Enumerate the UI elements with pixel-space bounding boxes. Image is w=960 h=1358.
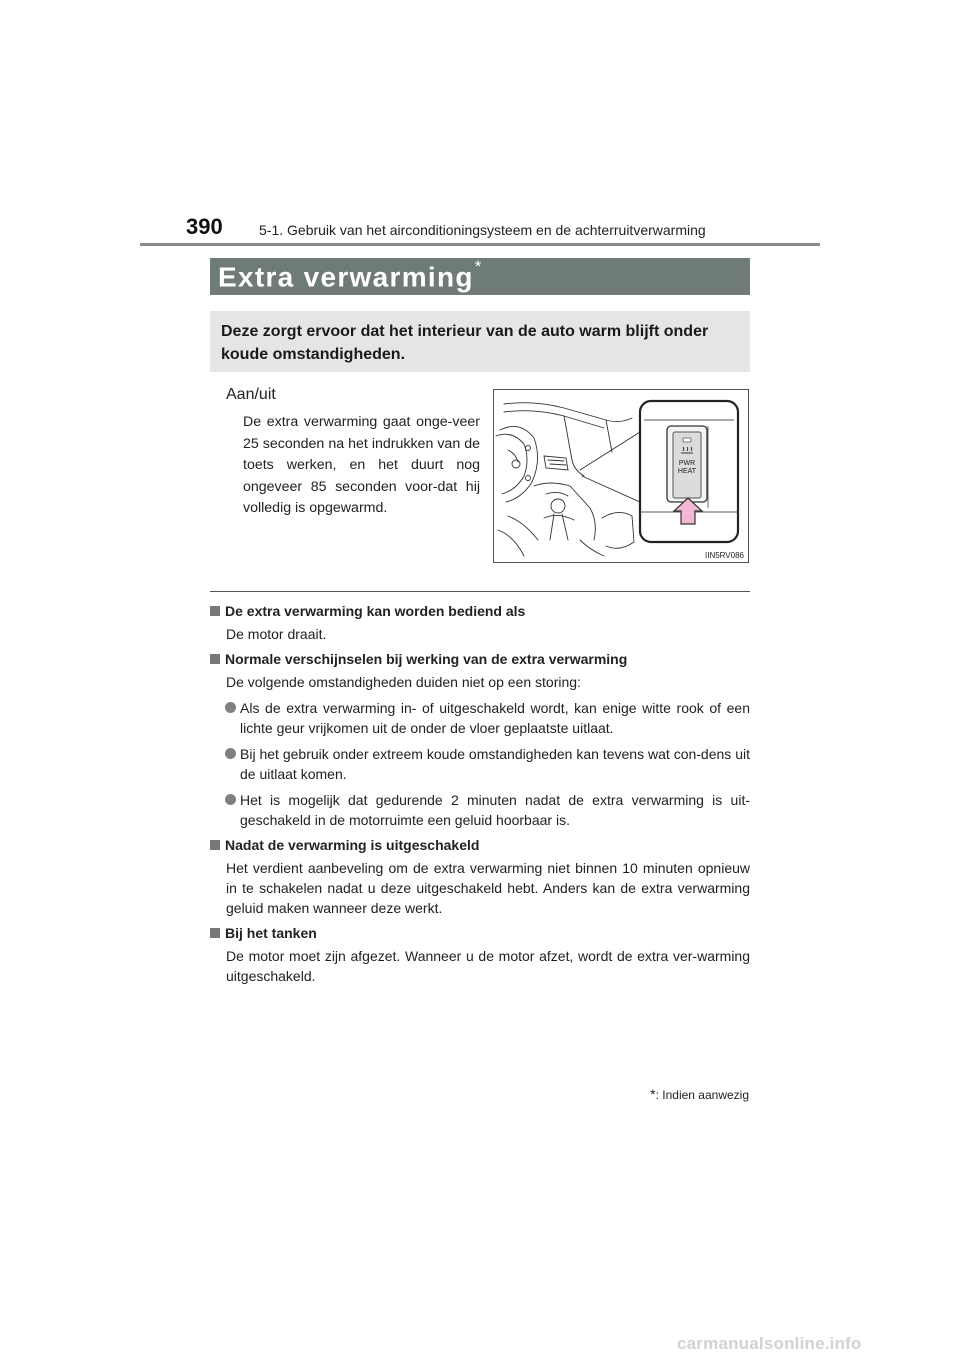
footnote-text: : Indien aanwezig — [655, 1088, 749, 1102]
figure-code: IIN5RV086 — [705, 551, 744, 560]
circle-bullet-icon — [225, 794, 236, 805]
note-text: Het verdient aanbeveling om de extra verwarming niet binnen 10 minuten opnieuw in te schakelen nadat u deze uitgeschakeld hebt. Anders kan de extra verwarming geluid maken wanneer deze werkt. — [226, 860, 750, 916]
square-bullet-icon — [210, 928, 220, 938]
onoff-heading: Aan/uit — [226, 386, 276, 403]
header-rule — [140, 243, 820, 246]
watermark: carmanualsonline.info — [677, 1334, 862, 1353]
dashboard-illustration — [494, 390, 749, 563]
intro-box — [210, 311, 750, 372]
list-item-text: Als de extra verwarming in- of uitgeschakeld wordt, kan enige witte rook of een lichte geur vrijkomen uit de onder de vloer geplaatste uitlaat. — [240, 700, 750, 736]
asterisk-icon: * — [474, 257, 483, 276]
page-number: 390 — [186, 214, 223, 239]
page-title — [218, 257, 483, 293]
list-item — [210, 744, 750, 784]
notes-section — [210, 602, 750, 992]
circle-bullet-icon — [225, 702, 236, 713]
footnote — [650, 1086, 749, 1102]
section-title: 5-1. Gebruik van het airconditioningsysteem en de achterruitverwarming — [259, 222, 706, 238]
note-heading-text: Normale verschijnselen bij werking van de extra verwarming — [225, 651, 628, 667]
note-heading — [210, 836, 750, 855]
list-item-text: Bij het gebruik onder extreem koude omstandigheden kan tevens wat con-dens uit de uitlaat komen. — [240, 746, 750, 782]
onoff-text: De extra verwarming gaat onge-veer 25 seconden na het indrukken van de toets werken, en het duurt nog ongeveer 85 seconden voor-dat hij volledig is opgewarmd. — [243, 414, 480, 516]
note-text: De motor draait. — [226, 626, 327, 642]
circle-bullet-icon — [225, 748, 236, 759]
note-heading — [210, 924, 750, 943]
list-item — [210, 790, 750, 830]
square-bullet-icon — [210, 840, 220, 850]
list-item-text: Het is mogelijk dat gedurende 2 minuten nadat de extra verwarming is uit-geschakeld in de motorruimte een geluid hoorbaar is. — [240, 792, 750, 828]
section-divider — [210, 591, 750, 592]
list-item — [210, 698, 750, 738]
page-title-text: Extra verwarming — [218, 261, 474, 293]
note-heading-text: Bij het tanken — [225, 925, 317, 941]
square-bullet-icon — [210, 654, 220, 664]
intro-text: Deze zorgt ervoor dat het interieur van de auto warm blijft onder koude omstandigheden. — [221, 323, 709, 363]
note-heading — [210, 650, 750, 669]
dashboard-figure — [493, 389, 749, 563]
title-bar — [210, 258, 750, 295]
note-text: De volgende omstandigheden duiden niet op een storing: — [226, 674, 581, 690]
note-heading — [210, 602, 750, 621]
button-label-line1: PWR — [678, 460, 696, 467]
note-text: De motor moet zijn afgezet. Wanneer u de motor afzet, wordt de extra ver-warming uitgeschakeld. — [226, 948, 750, 984]
button-label-line2: HEAT — [677, 468, 697, 475]
note-heading-text: Nadat de verwarming is uitgeschakeld — [225, 837, 480, 853]
note-heading-text: De extra verwarming kan worden bediend als — [225, 603, 526, 619]
square-bullet-icon — [210, 606, 220, 616]
asterisk-icon: * — [650, 1086, 656, 1102]
